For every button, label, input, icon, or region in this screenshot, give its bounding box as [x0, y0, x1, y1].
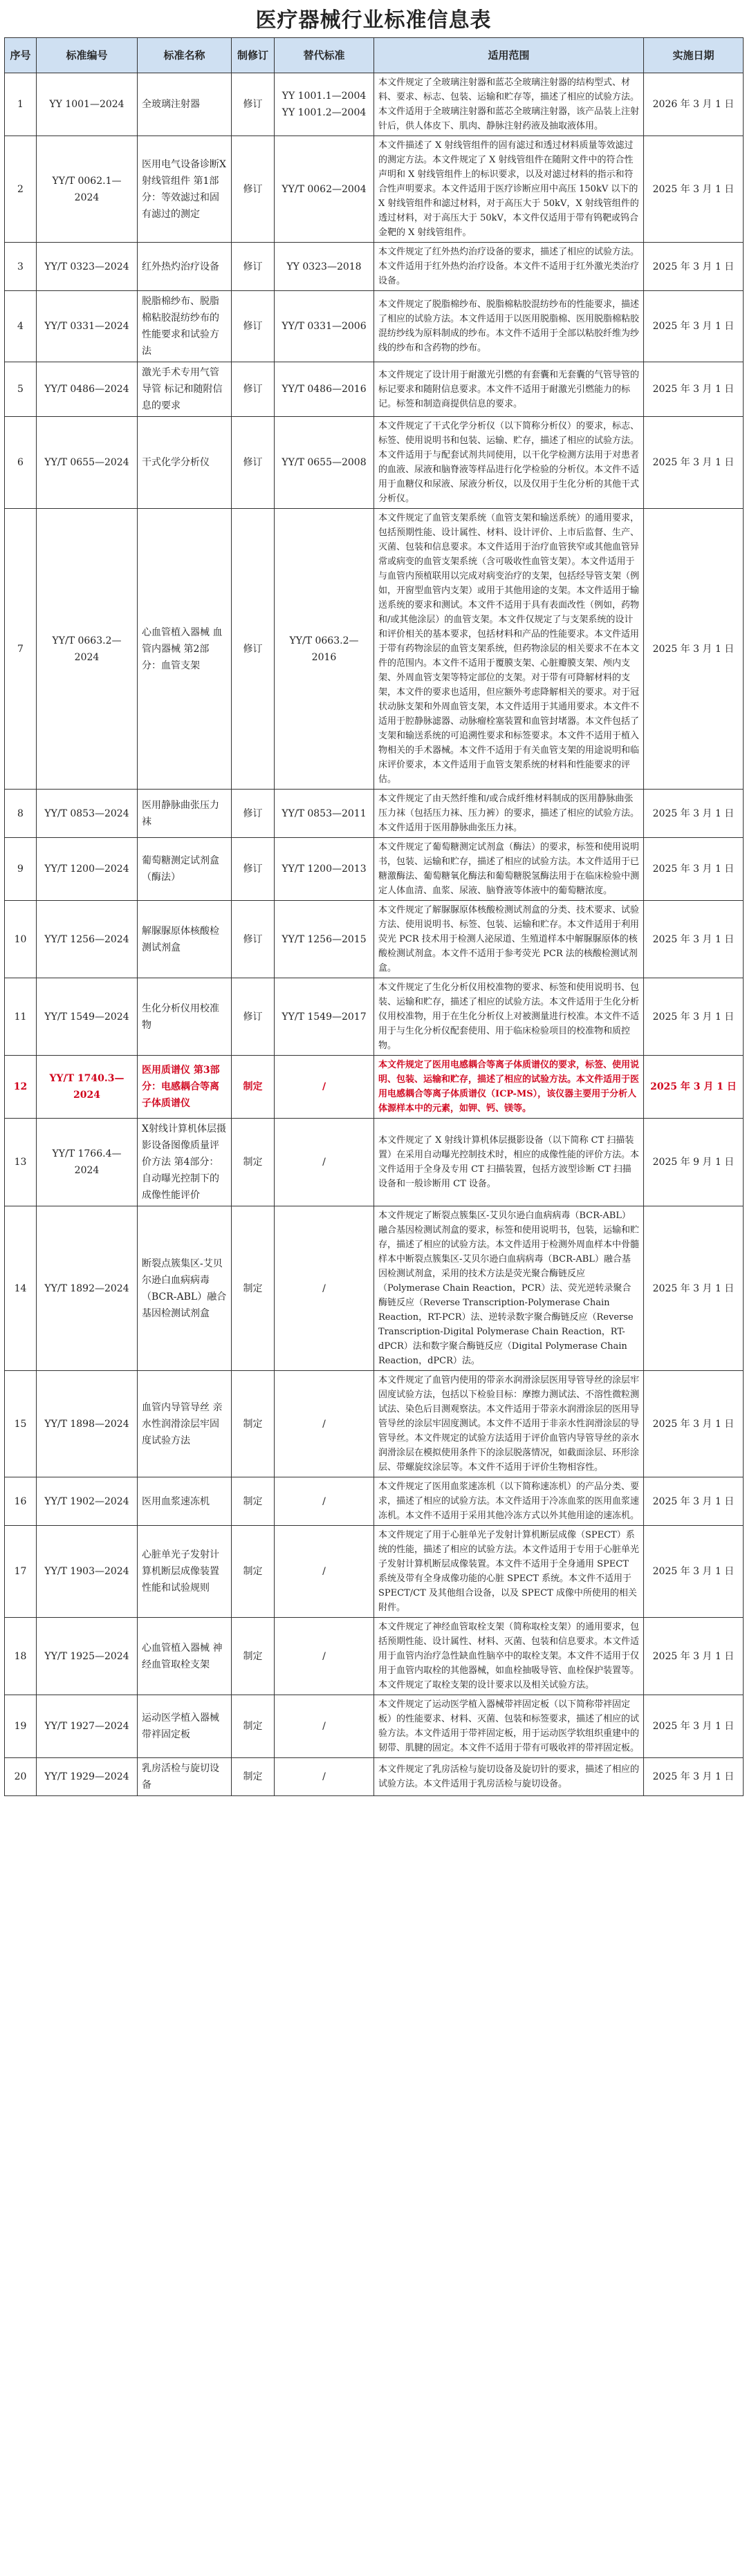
cell-code: YY/T 1766.4—2024 [37, 1119, 138, 1206]
cell-scope: 本文件规定了红外热灼治疗设备的要求，描述了相应的试验方法。本文件适用于红外热灼治疗设备。本文件不适用于红外激光类治疗设备。 [374, 243, 644, 291]
table-row [5, 1371, 744, 1477]
table-row [5, 291, 744, 362]
table-row [5, 243, 744, 291]
cell-code: YY/T 1549—2024 [37, 978, 138, 1056]
cell-type: 修订 [232, 790, 275, 838]
cell-date: 2025 年 3 月 1 日 [644, 243, 744, 291]
cell-scope: 本文件描述了 X 射线管组件的固有滤过和透过材料质量等效滤过的测定方法。本文件规定了 X 射线管组件在随附文件中的符合性声明和 X 射线管组件上的标识要求，以及对滤过材料的指示和符合性声明要求。本文件适用于医疗诊断应用中高压 150kV 以下的 X 射线管组件和滤过材料，对于高压大于 50kV，X 射线管组件的透过材料，对于高压大于 50kV，本文件仅适用于带有钨靶或钨合金靶的 X 射线管组件。 [374, 136, 644, 243]
cell-scope: 本文件规定了干式化学分析仪（以下简称分析仪）的要求，标志、标签、使用说明书和包装、运输、贮存，描述了相应的试验方法。本文件适用于与配套试剂共同使用，以干化学检测方法用于对患者的血液、尿液和脑脊液等样品进行化学检验的分析仪。本文件不适用于血糖仪和尿液、尿液分析仪，以及仅用于生化分析的其他干式分析仪。 [374, 417, 644, 509]
cell-code: YY/T 1902—2024 [37, 1477, 138, 1526]
table-row [5, 362, 744, 417]
cell-replaces: YY/T 0486—2016 [275, 362, 374, 417]
table-row [5, 1618, 744, 1695]
cell-replaces: / [275, 1526, 374, 1618]
column-header-type: 制修订 [232, 38, 275, 73]
cell-name: 断裂点簇集区-艾贝尔逊白血病病毒（BCR-ABL）融合基因检测试剂盒 [138, 1206, 232, 1371]
cell-replaces: YY 0323—2018 [275, 243, 374, 291]
cell-no: 20 [5, 1758, 37, 1796]
cell-replaces: / [275, 1371, 374, 1477]
cell-type: 修订 [232, 291, 275, 362]
column-header-scope: 适用范围 [374, 38, 644, 73]
cell-type: 修订 [232, 243, 275, 291]
cell-name: 解脲脲原体核酸检测试剂盒 [138, 901, 232, 978]
cell-replaces: YY/T 0663.2—2016 [275, 509, 374, 790]
cell-replaces: YY/T 0853—2011 [275, 790, 374, 838]
cell-date: 2025 年 3 月 1 日 [644, 1758, 744, 1796]
cell-name: 乳房活检与旋切设备 [138, 1758, 232, 1796]
cell-scope: 本文件规定了设计用于耐激光引燃的有套囊和无套囊的气管导管的标记要求和随附信息要求。本文件不适用于耐激光引燃能力的标记。标签和制造商提供信息的要求。 [374, 362, 644, 417]
cell-no: 8 [5, 790, 37, 838]
cell-no: 7 [5, 509, 37, 790]
cell-date: 2025 年 3 月 1 日 [644, 136, 744, 243]
cell-scope: 本文件规定了神经血管取栓支架（简称取栓支架）的通用要求，包括预期性能、设计属性、材料、灭菌、包装和信息要求。本文件适用于血管内治疗急性缺血性脑卒中的取栓支架。本文件不适用于仅用于血管内取栓的其他器械，如血栓抽吸导管、血栓保护装置等。本文件规定了取栓支架的设计要求以及相关试验方法。 [374, 1618, 644, 1695]
cell-name: 医用血浆速冻机 [138, 1477, 232, 1526]
cell-replaces: / [275, 1618, 374, 1695]
cell-no: 10 [5, 901, 37, 978]
cell-code: YY/T 1903—2024 [37, 1526, 138, 1618]
cell-name: 葡萄糖测定试剂盒（酶法） [138, 838, 232, 901]
cell-type: 制定 [232, 1695, 275, 1758]
table-row [5, 1206, 744, 1371]
cell-date: 2025 年 3 月 1 日 [644, 1477, 744, 1526]
cell-name: 全玻璃注射器 [138, 73, 232, 136]
table-row [5, 136, 744, 243]
table-row [5, 509, 744, 790]
cell-type: 修订 [232, 73, 275, 136]
cell-no: 16 [5, 1477, 37, 1526]
cell-code: YY/T 1898—2024 [37, 1371, 138, 1477]
cell-date: 2025 年 3 月 1 日 [644, 838, 744, 901]
cell-name: 心血管植入器械 神经血管取栓支架 [138, 1618, 232, 1695]
cell-type: 制定 [232, 1618, 275, 1695]
cell-type: 制定 [232, 1477, 275, 1526]
cell-date: 2025 年 3 月 1 日 [644, 362, 744, 417]
cell-scope: 本文件规定了乳房活检与旋切设备及旋切针的要求，描述了相应的试验方法。本文件适用于乳房活检与旋切设备。 [374, 1758, 644, 1796]
table-row [5, 417, 744, 509]
cell-code: YY/T 1740.3—2024 [37, 1056, 138, 1119]
cell-replaces: YY/T 1200—2013 [275, 838, 374, 901]
cell-no: 4 [5, 291, 37, 362]
cell-code: YY/T 0331—2024 [37, 291, 138, 362]
cell-name: 医用电气设备诊断X射线管组件 第1部分：等效滤过和固有滤过的测定 [138, 136, 232, 243]
cell-code: YY/T 1927—2024 [37, 1695, 138, 1758]
cell-no: 5 [5, 362, 37, 417]
table-row [5, 1119, 744, 1206]
cell-scope: 本文件规定了 X 射线计算机体层摄影设备（以下简称 CT 扫描装置）在采用自动曝光控制技术时，相应的成像性能的评价方法。本文件适用于全身及专用 CT 扫描装置，包括方波型诊断 CT 扫描设备和一般诊断用 CT 设备。 [374, 1119, 644, 1206]
table-row [5, 838, 744, 901]
cell-name: 生化分析仪用校准物 [138, 978, 232, 1056]
cell-code: YY/T 1892—2024 [37, 1206, 138, 1371]
cell-code: YY/T 0853—2024 [37, 790, 138, 838]
cell-code: YY/T 0323—2024 [37, 243, 138, 291]
cell-name: 心脏单光子发射计算机断层成像装置 性能和试验规则 [138, 1526, 232, 1618]
cell-type: 修订 [232, 901, 275, 978]
cell-date: 2025 年 3 月 1 日 [644, 1618, 744, 1695]
table-body [5, 73, 744, 1796]
cell-no: 2 [5, 136, 37, 243]
cell-name: 运动医学植入器械 带袢固定板 [138, 1695, 232, 1758]
cell-replaces: / [275, 1695, 374, 1758]
cell-no: 15 [5, 1371, 37, 1477]
cell-no: 1 [5, 73, 37, 136]
table-row [5, 1695, 744, 1758]
cell-no: 17 [5, 1526, 37, 1618]
cell-no: 14 [5, 1206, 37, 1371]
cell-scope: 本文件规定了葡萄糖测定试剂盒（酶法）的要求，标签和使用说明书，包装、运输和贮存，描述了相应的试验方法。本文件适用于已糖激酶法、葡萄糖氧化酶法和葡萄糖脱氢酶法用于在临床检验中测定人体血清、血浆、尿液、脑脊液等体液中的葡萄糖浓度。 [374, 838, 644, 901]
cell-replaces: YY/T 0331—2006 [275, 291, 374, 362]
cell-name: 红外热灼治疗设备 [138, 243, 232, 291]
cell-name: X射线计算机体层摄影设备图像质量评价方法 第4部分：自动曝光控制下的成像性能评价 [138, 1119, 232, 1206]
table-row [5, 73, 744, 136]
cell-date: 2025 年 3 月 1 日 [644, 901, 744, 978]
column-header-code: 标准编号 [37, 38, 138, 73]
cell-date: 2025 年 3 月 1 日 [644, 509, 744, 790]
cell-type: 制定 [232, 1056, 275, 1119]
cell-type: 修订 [232, 417, 275, 509]
column-header-no: 序号 [5, 38, 37, 73]
cell-code: YY/T 1256—2024 [37, 901, 138, 978]
cell-replaces: YY/T 0062—2004 [275, 136, 374, 243]
cell-name: 医用质谱仪 第3部分：电感耦合等离子体质谱仪 [138, 1056, 232, 1119]
cell-name: 激光手术专用气管导管 标记和随附信息的要求 [138, 362, 232, 417]
cell-type: 修订 [232, 362, 275, 417]
cell-scope: 本文件规定了生化分析仪用校准物的要求、标签和使用说明书、包装、运输和贮存，描述了相应的试验方法。本文件适用于生化分析仪用校准物，用于在生化分析仪上对被测量进行校准。本文件不适用于与生化分析仪配套使用、用于临床检验项目的校准物和质控物。 [374, 978, 644, 1056]
table-row [5, 1477, 744, 1526]
cell-type: 制定 [232, 1206, 275, 1371]
page-title: 医疗器械行业标准信息表 [255, 8, 492, 32]
cell-no: 6 [5, 417, 37, 509]
column-header-replaces: 替代标准 [275, 38, 374, 73]
cell-name: 医用静脉曲张压力袜 [138, 790, 232, 838]
cell-scope: 本文件规定了血管支架系统（血管支架和输送系统）的通用要求，包括预期性能、设计属性、材料、设计评价、上市后监督、生产、灭菌、包装和信息要求。本文件适用于治疗血管狭窄或其他血管异常或病变的血管支架系统（含可吸收性血管支架）。本文件适用于与血管内预植联用以完成对病变治疗的支架，包括经导管支架（例如，开窗型血管内支架）或用于其他用途的支架。本文件适用于输送系统的要求和测试。本文件不适用于具有表面改性（例如，药物和/或其他涂层）的血管支架。本文件仅规定了与支架系统的设计和评价相关的基本要求，包括材料和产品的性能要求。本文件适用于带有药物涂层的血管支架系统，但药物涂层的相关要求不在本文件的范围内。本文件不适用于覆膜支架、心脏瓣膜支架、颅内支架、外周血管支架等特定部位的支架。对于带有可降解材料的支架，本文件的要求也适用，但应额外考虑降解相关的要求。对于冠状动脉支架和外周血管支架，本文件适用于其通用要求。本文件不适用于腔静脉滤器、动脉瘤栓塞装置和血管封堵器。本文件包括了支架和输送系统的可追溯性要求和标签要求。本文件不适用于植入物相关的手术器械。本文件不适用于有关血管支架的用途说明和临床评价要求，本文件适用于血管支架系统的材料和性能要求的评估。 [374, 509, 644, 790]
cell-no: 18 [5, 1618, 37, 1695]
cell-date: 2025 年 3 月 1 日 [644, 417, 744, 509]
cell-type: 修订 [232, 838, 275, 901]
table-row [5, 1056, 744, 1119]
cell-date: 2025 年 3 月 1 日 [644, 291, 744, 362]
cell-code: YY/T 0486—2024 [37, 362, 138, 417]
cell-date: 2025 年 3 月 1 日 [644, 1056, 744, 1119]
cell-scope: 本文件规定了脱脂棉纱布、脱脂棉粘胶混纺纱布的性能要求，描述了相应的试验方法。本文件适用于以医用脱脂棉、医用脱脂棉粘胶混纺纱线为原料制成的纱布。本文件不适用于全部以粘胶纤维为纱线的纱布和含药物的纱布。 [374, 291, 644, 362]
column-header-date: 实施日期 [644, 38, 744, 73]
table-row [5, 978, 744, 1056]
cell-date: 2025 年 9 月 1 日 [644, 1119, 744, 1206]
cell-name: 血管内导管导丝 亲水性润滑涂层牢固度试验方法 [138, 1371, 232, 1477]
cell-scope: 本文件规定了用于心脏单光子发射计算机断层成像（SPECT）系统的性能，描述了相应的试验方法。本文件适用于专用于心脏单光子发射计算机断层成像装置。本文件不适用于全身通用 SPECT 系统及带有全身成像功能的心脏 SPECT 系统。本文件不适用于 SPECT/CT 及其他组合设备，以及 SPECT 成像中所使用的相关附件。 [374, 1526, 644, 1618]
cell-type: 修订 [232, 136, 275, 243]
cell-no: 13 [5, 1119, 37, 1206]
cell-scope: 本文件规定了血管内使用的带亲水润滑涂层医用导管导丝的涂层牢固度试验方法，包括以下检验目标：摩擦力测试法、不溶性微粒测试法、染色后目测观察法。本文件适用于带亲水润滑涂层的医用导管导丝的涂层牢固度测试。本文件不适用于非亲水性润滑涂层的导管导丝。本文件规定的试验方法适用于评价血管内导管导丝的亲水润滑涂层在模拟使用条件下的涂层脱落情况，如截面涂层、环形涂层、带螺旋纹涂层等。本文件不适用于评价生物相容性。 [374, 1371, 644, 1477]
cell-code: YY/T 0655—2024 [37, 417, 138, 509]
cell-type: 制定 [232, 1758, 275, 1796]
column-header-name: 标准名称 [138, 38, 232, 73]
cell-date: 2025 年 3 月 1 日 [644, 1695, 744, 1758]
cell-type: 修订 [232, 509, 275, 790]
cell-replaces: YY/T 0655—2008 [275, 417, 374, 509]
cell-no: 3 [5, 243, 37, 291]
cell-scope: 本文件规定了全玻璃注射器和蓝芯全玻璃注射器的结构型式、材料、要求、标志、包装、运输和贮存等，描述了相应的试验方法。本文件适用于全玻璃注射器和蓝芯全玻璃注射器，该产品装上注射针后，供人体皮下、肌肉、静脉注射药液及抽取液体用。 [374, 73, 644, 136]
cell-no: 19 [5, 1695, 37, 1758]
cell-name: 心血管植入器械 血管内器械 第2部分：血管支架 [138, 509, 232, 790]
cell-replaces: / [275, 1206, 374, 1371]
cell-name: 脱脂棉纱布、脱脂棉粘胶混纺纱布的性能要求和试验方法 [138, 291, 232, 362]
cell-scope: 本文件规定了由天然纤维和/或合成纤维材料制成的医用静脉曲张压力袜（包括压力袜、压力裤）的要求，描述了相应的试验方法。本文件适用于医用静脉曲张压力袜。 [374, 790, 644, 838]
table-row [5, 1758, 744, 1796]
cell-type: 制定 [232, 1526, 275, 1618]
cell-code: YY/T 0663.2—2024 [37, 509, 138, 790]
cell-date: 2025 年 3 月 1 日 [644, 978, 744, 1056]
cell-code: YY/T 1925—2024 [37, 1618, 138, 1695]
cell-date: 2025 年 3 月 1 日 [644, 1371, 744, 1477]
standards-table [4, 37, 744, 1796]
cell-scope: 本文件规定了运动医学植入器械带袢固定板（以下简称带袢固定板）的性能要求、材料、灭菌、包装和标签要求，描述了相应的试验方法。本文件适用于带袢固定板，用于运动医学软组织重建中的韧带、肌腱的固定。本文件不适用于带有可吸收袢的带袢固定板。 [374, 1695, 644, 1758]
cell-code: YY/T 0062.1—2024 [37, 136, 138, 243]
cell-date: 2025 年 3 月 1 日 [644, 790, 744, 838]
cell-replaces: / [275, 1758, 374, 1796]
cell-code: YY 1001—2024 [37, 73, 138, 136]
table-header-row [5, 38, 744, 73]
cell-code: YY/T 1200—2024 [37, 838, 138, 901]
cell-replaces: / [275, 1477, 374, 1526]
cell-scope: 本文件规定了医用电感耦合等离子体质谱仪的要求，标签、使用说明、包装、运输和贮存，描述了相应的试验方法。本文件适用于医用电感耦合等离子体质谱仪（ICP-MS），该仪器主要用于分析人体源样本中的元素，如钾、钙、镁等。 [374, 1056, 644, 1119]
cell-no: 9 [5, 838, 37, 901]
cell-scope: 本文件规定了解脲脲原体核酸检测试剂盒的分类、技术要求、试验方法、使用说明书、标签、包装、运输和贮存。本文件适用于利用荧光 PCR 技术用于检测人泌尿道、生殖道样本中解脲脲原体的核酸检测试剂盒。本文件不适用于参考荧光 PCR 法的核酸检测试剂盒。 [374, 901, 644, 978]
cell-date: 2025 年 3 月 1 日 [644, 1526, 744, 1618]
cell-replaces: / [275, 1119, 374, 1206]
table-row [5, 790, 744, 838]
cell-type: 修订 [232, 978, 275, 1056]
cell-no: 11 [5, 978, 37, 1056]
cell-date: 2026 年 3 月 1 日 [644, 73, 744, 136]
cell-scope: 本文件规定了医用血浆速冻机（以下简称速冻机）的产品分类、要求，描述了相应的试验方法。本文件适用于冷冻血浆的医用血浆速冻机。本文件不适用于采用其他冷冻方式以外其他用途的速冻机。 [374, 1477, 644, 1526]
cell-code: YY/T 1929—2024 [37, 1758, 138, 1796]
cell-replaces: YY/T 1549—2017 [275, 978, 374, 1056]
cell-scope: 本文件规定了断裂点簇集区-艾贝尔逊白血病病毒（BCR-ABL）融合基因检测试剂盒的要求，标签和使用说明书，包装，运输和贮存，描述了相应的试验方法。本文件适用于检测外周血样本中骨髓样本中断裂点簇集区-艾贝尔逊白血病病毒（BCR-ABL）融合基因检测试剂盒，采用的技术方法是荧光聚合酶链反应（Polymerase Chain Reaction，PCR）法、荧光逆转录聚合酶链反应（Reverse Transcription-Polymerase Chain Reaction，RT-PCR）法、逆转录数字聚合酶链反应（Reverse Transcription-Digital Polymerase Chain Reaction，RT-dPCR）法和数字聚合酶链反应（Digital Polymerase Chain Reaction，dPCR）法。 [374, 1206, 644, 1371]
cell-no: 12 [5, 1056, 37, 1119]
cell-type: 制定 [232, 1371, 275, 1477]
cell-name: 干式化学分析仪 [138, 417, 232, 509]
cell-type: 制定 [232, 1119, 275, 1206]
table-row [5, 901, 744, 978]
cell-replaces: YY/T 1256—2015 [275, 901, 374, 978]
cell-date: 2025 年 3 月 1 日 [644, 1206, 744, 1371]
table-row [5, 1526, 744, 1618]
cell-replaces: YY 1001.1—2004 YY 1001.2—2004 [275, 73, 374, 136]
cell-replaces: / [275, 1056, 374, 1119]
